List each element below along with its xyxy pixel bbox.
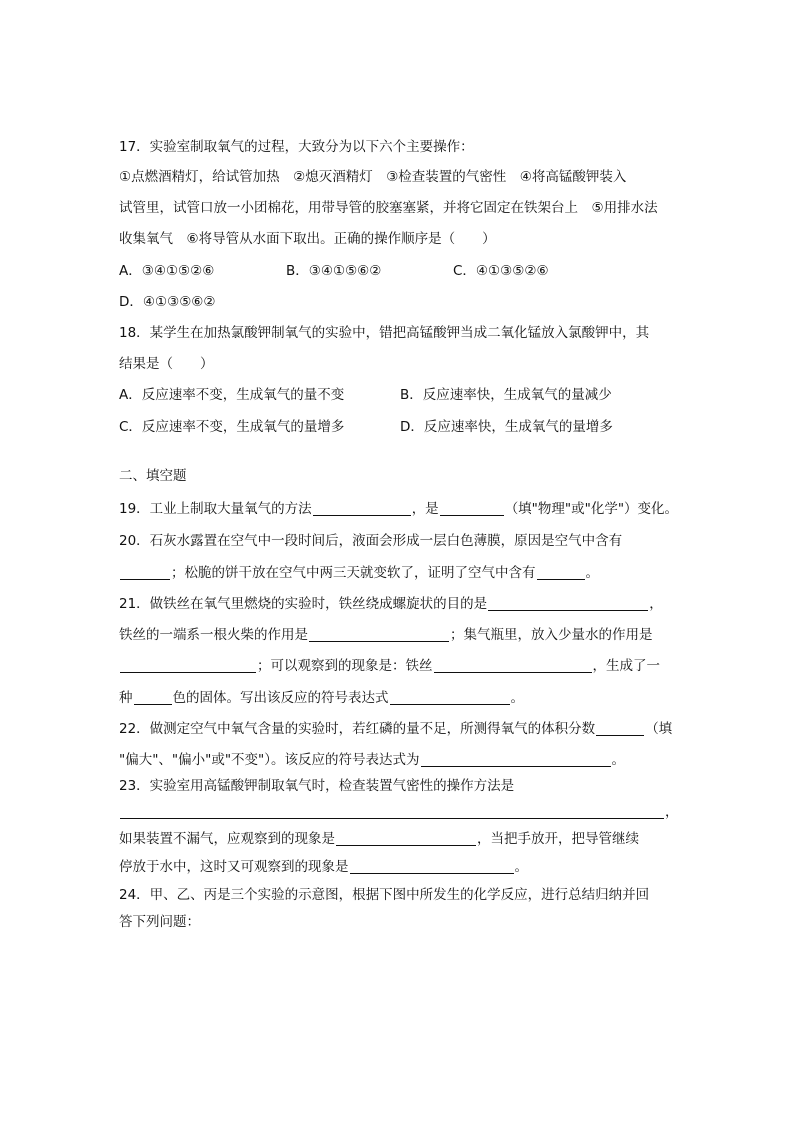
q23-text-c: 停放于水中，这时又可观察到的现象是	[119, 859, 349, 875]
q19-text-a: 19．工业上制取大量氧气的方法	[119, 501, 312, 517]
q24-line2: 答下列问题：	[119, 914, 200, 930]
section-title: 二、填空题	[119, 468, 187, 484]
q21-text-c: 铁丝的一端系一根火柴的作用是	[119, 627, 308, 643]
q17-option-a: A．③④①⑤②⑥	[119, 263, 215, 279]
q17-stem: 17．实验室制取氧气的过程，大致分为以下六个主要操作：	[119, 139, 474, 155]
q19-blank-2	[440, 501, 504, 516]
q17-option-c: C．④①③⑤②⑥	[453, 263, 549, 279]
q18-option-a: A．反应速率不变，生成氧气的量不变	[119, 387, 345, 403]
q23-blank-1	[120, 804, 664, 819]
q18-line2: 结果是（ ）	[119, 356, 214, 372]
q17-line2: ①点燃酒精灯，给试管加热 ②熄灭酒精灯 ③检查装置的气密性 ④将高锰酸钾装入	[119, 169, 627, 185]
q17-line4: 收集氧气 ⑥将导管从水面下取出。正确的操作顺序是（ ）	[119, 231, 496, 247]
q19-text-c: （填"物理"或"化学"）变化。	[504, 501, 679, 517]
q21-line3	[119, 657, 660, 675]
q23-text-b: ，当把手放开，把导管继续	[477, 831, 639, 847]
q18-option-c: C．反应速率不变，生成氧气的量增多	[119, 419, 345, 435]
q20-text-c: 。	[585, 565, 599, 581]
q22-line2	[119, 751, 625, 769]
q23-blank-3	[350, 859, 514, 874]
q23-text-a: 如果装置不漏气，应观察到的现象是	[119, 831, 335, 847]
q20-line2	[119, 564, 599, 582]
q23-text-d: 。	[514, 859, 528, 875]
q22-blank-1	[596, 721, 644, 736]
q24-line1: 24．甲、乙、丙是三个实验的示意图，根据下图中所发生的化学反应，进行总结归纳并回	[119, 887, 650, 903]
q18-option-d: D．反应速率快，生成氧气的量增多	[400, 419, 613, 435]
q21-text-b: ，	[649, 596, 663, 612]
q21-text-e: ；可以观察到的现象是：铁丝	[257, 658, 433, 674]
q17-option-b: B．③④①⑤⑥②	[286, 263, 382, 279]
q21-blank-2	[309, 627, 449, 642]
q21-line1	[119, 595, 663, 613]
q23-comma: ，	[665, 804, 679, 820]
q21-text-f: ，生成了一	[592, 658, 660, 674]
q21-blank-5	[134, 690, 172, 705]
q22-text-d: 。	[611, 752, 626, 768]
q21-blank-1	[488, 596, 648, 611]
q23-line3	[119, 830, 639, 848]
q19-line	[119, 500, 678, 518]
q21-blank-6	[390, 690, 510, 705]
q22-text-a: 22．做测定空气中氧气含量的实验时，若红磷的量不足，所测得氧气的体积分数	[119, 721, 596, 737]
q22-text-b: （填	[645, 721, 673, 737]
q20-blank-1	[120, 565, 170, 580]
q20-blank-2	[537, 565, 585, 580]
q21-text-g: 种	[119, 690, 133, 706]
q23-line4	[119, 858, 528, 876]
q21-line4	[119, 689, 524, 707]
q19-text-b: ，是	[411, 501, 439, 517]
q22-blank-2	[421, 752, 611, 767]
q21-text-h: 色的固体。写出该反应的符号表达式	[172, 690, 389, 706]
q21-text-d: ；集气瓶里，放入少量水的作用是	[450, 627, 653, 643]
q21-text-i: 。	[510, 690, 524, 706]
q20-line1: 20．石灰水露置在空气中一段时间后，液面会形成一层白色薄膜，原因是空气中含有	[119, 533, 623, 549]
q22-text-c: "偏大"、"偏小"或"不变"）。该反应的符号表达式为	[119, 752, 420, 768]
q20-text-b: ；松脆的饼干放在空气中两三天就变软了，证明了空气中含有	[171, 565, 536, 581]
q23-line2	[119, 803, 679, 821]
q18-option-b: B．反应速率快，生成氧气的量减少	[400, 387, 612, 403]
q17-option-d: D．④①③⑤⑥②	[119, 294, 216, 310]
q23-line1: 23．实验室用高锰酸钾制取氧气时，检查装置气密性的操作方法是	[119, 778, 515, 794]
q22-line1	[119, 720, 672, 738]
q21-blank-4	[434, 658, 592, 673]
q23-blank-2	[336, 831, 476, 846]
q19-blank-1	[313, 501, 411, 516]
q17-line3: 试管里，试管口放一小团棉花，用带导管的胶塞塞紧，并将它固定在铁架台上 ⑤用排水法	[119, 200, 658, 216]
q21-line2	[119, 626, 653, 644]
q18-line1: 18．某学生在加热氯酸钾制氧气的实验中，错把高锰酸钾当成二氧化锰放入氯酸钾中，其	[119, 325, 650, 341]
q21-text-a: 21．做铁丝在氧气里燃烧的实验时，铁丝绕成螺旋状的目的是	[119, 596, 488, 612]
q21-blank-3	[120, 658, 256, 673]
